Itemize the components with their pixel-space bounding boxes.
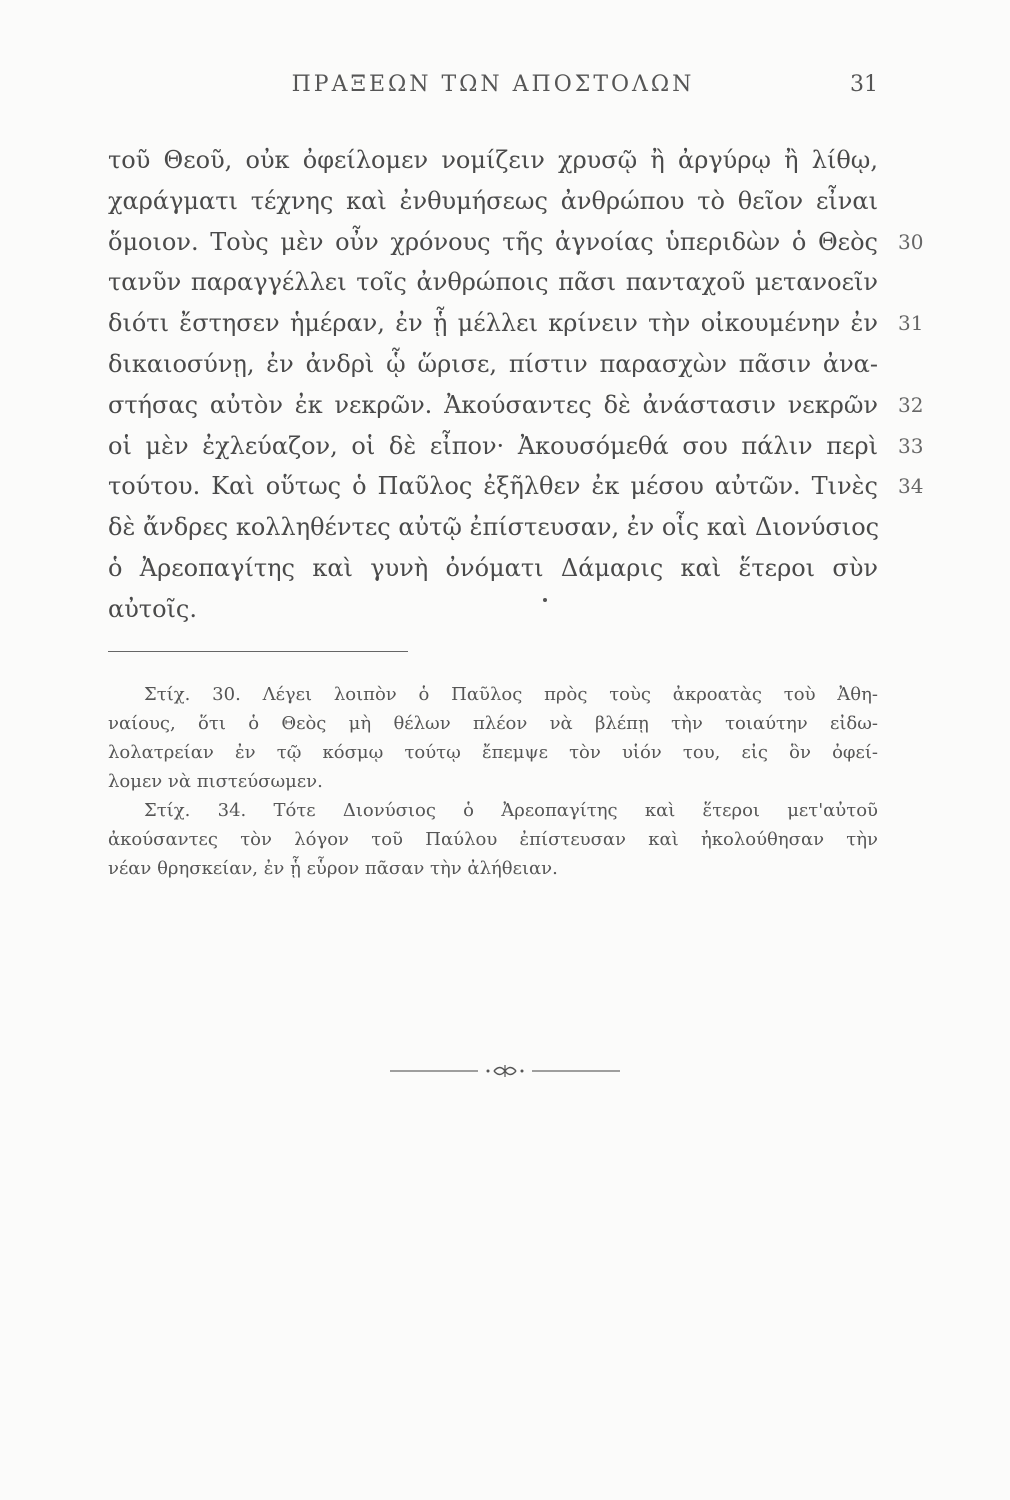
- text-line: [108, 303, 924, 344]
- verse-number: 31: [898, 311, 924, 336]
- line-text: τούτου. Καὶ οὕτως ὁ Παῦλος ἐξῆλθεν ἐκ μέσου αὐτῶν. Τινὲς: [108, 472, 878, 501]
- footnote-rule: [108, 651, 408, 652]
- text-line: [108, 426, 924, 467]
- text-line: [108, 507, 878, 548]
- line-text: ὁ Ἀρεοπαγίτης καὶ γυνὴ ὀνόματι Δάμαρις καὶ ἕτεροι σὺν: [108, 553, 878, 582]
- text-line: [108, 589, 878, 630]
- note-line: λολατρείαν ἐν τῷ κόσμῳ τούτῳ ἔπεμψε τὸν υἱόν του, εἰς ὃν ὀφεί-: [108, 742, 878, 763]
- line-text: διότι ἔστησεν ἡμέραν, ἐν ᾗ μέλλει κρίνειν τὴν οἰκουμένην ἐν: [108, 309, 878, 338]
- note-line: νέαν θρησκείαν, ἐν ᾗ εὗρον πᾶσαν τὴν ἀλήθειαν.: [108, 858, 558, 879]
- line-text: τανῦν παραγγέλλει τοῖς ἀνθρώποις πᾶσι πανταχοῦ μετανοεῖν: [108, 268, 878, 297]
- line-text: δικαιοσύνῃ, ἐν ἀνδρὶ ᾧ ὥρισε, πίστιν παρασχὼν πᾶσιν ἀνα-: [108, 349, 878, 378]
- line-text: αὐτοῖς.: [108, 594, 198, 623]
- footnotes: [108, 680, 878, 883]
- line-text: χαράγματι τέχνης καὶ ἐνθυμήσεως ἀνθρώπου τὸ θεῖον εἶναι: [108, 186, 878, 215]
- note-line: Στίχ. 34. Τότε Διονύσιος ὁ Ἀρεοπαγίτης καὶ ἕτεροι μετ'αὐτοῦ: [144, 800, 878, 821]
- text-line: [108, 385, 924, 426]
- text-line: [108, 548, 878, 589]
- ink-dot: [543, 598, 547, 602]
- line-text: δὲ ἄνδρες κολληθέντες αὐτῷ ἐπίστευσαν, ἐν οἷς καὶ Διονύσιος: [108, 513, 880, 542]
- text-line: [108, 262, 878, 303]
- running-title: ΠΡΑΞΕΩΝ ΤΩΝ ΑΠΟΣΤΟΛΩΝ: [291, 72, 695, 97]
- text-line: [108, 344, 878, 385]
- verse-number: 34: [898, 474, 924, 499]
- page-number: 31: [850, 72, 878, 97]
- running-header: [108, 72, 878, 112]
- verse-number: 32: [898, 392, 924, 417]
- line-text: ὅμοιον. Τοὺς μὲν οὖν χρόνους τῆς ἀγνοίας ὑπεριδὼν ὁ Θεὸς: [108, 227, 878, 256]
- end-ornament: [390, 1063, 620, 1079]
- line-text: τοῦ Θεοῦ, οὐκ ὀφείλομεν νομίζειν χρυσῷ ἢ ἀργύρῳ ἢ λίθῳ,: [108, 146, 878, 174]
- line-text: στήσας αὐτὸν ἐκ νεκρῶν. Ἀκούσαντες δὲ ἀνάστασιν νεκρῶν: [108, 390, 878, 419]
- text-line: [108, 222, 924, 263]
- verse-number: 33: [898, 433, 924, 458]
- note-line: ναίους, ὅτι ὁ Θεὸς μὴ θέλων πλέον νὰ βλέπῃ τὴν τοιαύτην εἰδω-: [108, 713, 878, 734]
- main-text: [108, 140, 924, 630]
- note-line: ἀκούσαντες τὸν λόγον τοῦ Παύλου ἐπίστευσαν καὶ ἠκολούθησαν τὴν: [108, 829, 878, 850]
- line-text: οἱ μὲν ἐχλεύαζον, οἱ δὲ εἶπον· Ἀκουσόμεθά σου πάλιν περὶ: [108, 431, 878, 460]
- text-line: [108, 466, 924, 507]
- note-line: λομεν νὰ πιστεύσωμεν.: [108, 771, 323, 792]
- note-line: Στίχ. 30. Λέγει λοιπὸν ὁ Παῦλος πρὸς τοὺς ἀκροατὰς τοὺ Ἀθη-: [144, 684, 878, 705]
- verse-number: 30: [898, 229, 924, 254]
- text-line: [108, 181, 878, 222]
- text-line: [108, 140, 878, 181]
